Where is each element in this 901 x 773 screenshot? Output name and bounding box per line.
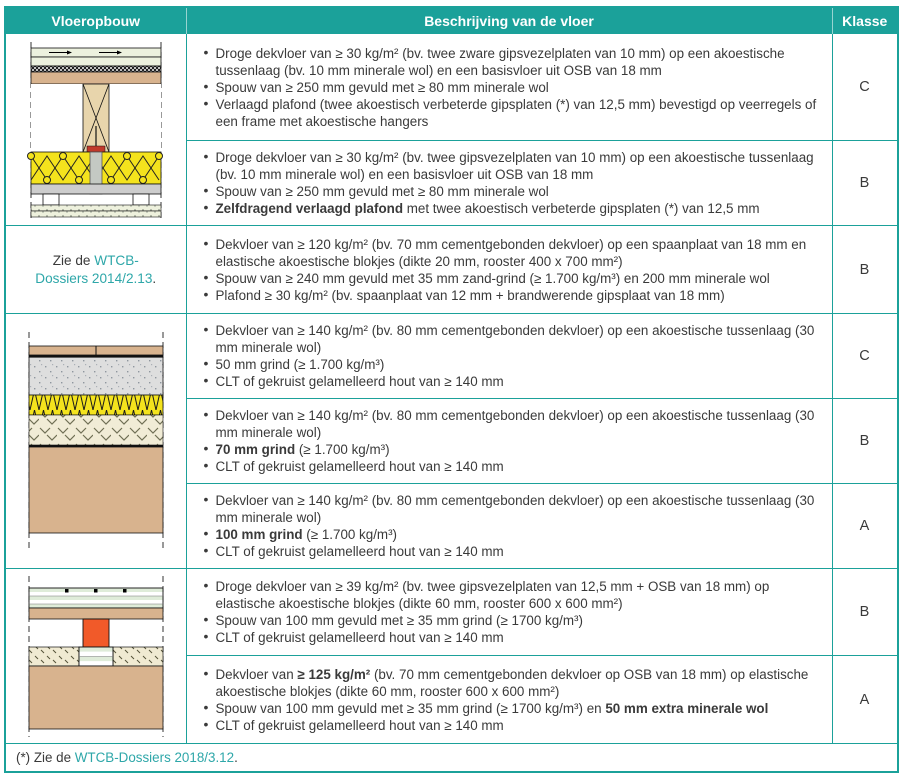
description-bullet: [203, 45, 824, 79]
text-segment: CLT of gekruist gelamelleerd hout van ≥ 140 mm: [215, 717, 504, 733]
text-segment: Droge dekvloer van ≥ 30 kg/m² (bv. twee gipsvezelplaten van 10 mm) op een akoestische tussenlaag (bv. 10 mm minerale wol) en een basisvloer uit OSB van 18 mm: [215, 150, 814, 182]
clt-floor-with-cavity-section-icon: [21, 574, 171, 739]
bullet-list: [203, 578, 824, 646]
description-bullet: [203, 492, 824, 526]
description-cell: [186, 569, 832, 656]
dossier-link[interactable]: WTCB-Dossiers 2014/2.13: [35, 252, 153, 286]
table-row: [5, 34, 898, 141]
text-segment: Dekvloer van ≥ 140 kg/m² (bv. 80 mm cementgebonden dekvloer) op een akoestische tussenlaag (30 mm minerale wol): [215, 408, 815, 440]
text-segment: (≥ 1.700 kg/m³): [295, 442, 390, 457]
text-segment: 70 mm grind: [215, 442, 296, 457]
header-beschrijving: Beschrijving van de vloer: [186, 7, 832, 34]
description-bullet: [203, 356, 824, 373]
table-row: [5, 314, 898, 399]
description-bullet: [203, 270, 824, 287]
text-segment: Spouw van 100 mm gevuld met ≥ 35 mm grind (≥ 1700 kg/m³): [215, 613, 583, 628]
text-segment: .: [152, 270, 157, 286]
description-cell: [186, 141, 832, 226]
class-cell: B: [832, 569, 898, 656]
description-bullet: [203, 666, 824, 700]
text-segment: CLT of gekruist gelamelleerd hout van ≥ 140 mm: [215, 630, 504, 645]
text-segment: Dekvloer van: [215, 666, 298, 682]
description-bullet: [203, 629, 824, 646]
description-bullet: [203, 543, 824, 560]
text-segment: Dekvloer van ≥ 120 kg/m² (bv. 70 mm cementgebonden dekvloer) op een spaanplaat van 18 mm en elastische akoestische blokjes (dikte 20 mm, rooster 400 x 700 mm²): [215, 236, 807, 269]
text-segment: (*) Zie de: [16, 749, 75, 765]
bullet-list: [203, 149, 824, 217]
footnote-cell: [5, 744, 898, 773]
text-segment: Dekvloer van ≥ 140 kg/m² (bv. 80 mm cementgebonden dekvloer) op een akoestische tussenlaag (30 mm minerale wol): [215, 493, 815, 525]
bullet-list: [203, 322, 824, 390]
table-row: [5, 226, 898, 314]
text-segment: Droge dekvloer van ≥ 39 kg/m² (bv. twee gipsvezelplaten van 12,5 mm + OSB van 18 mm) op elastische akoestische blokjes (dikte 60 mm, rooster 600 x 600 mm²): [215, 579, 770, 611]
text-segment: Spouw van 100 mm gevuld met ≥ 35 mm grind (≥ 1700 kg/m³) en: [215, 700, 606, 716]
text-segment: Spouw van ≥ 250 mm gevuld met ≥ 80 mm minerale wol: [215, 184, 549, 199]
description-bullet: [203, 407, 824, 441]
description-bullet: [203, 79, 824, 96]
header-klasse: Klasse: [832, 7, 898, 34]
description-bullet: [203, 526, 824, 543]
bullet-list: [203, 666, 824, 734]
text-segment: Spouw van ≥ 250 mm gevuld met ≥ 80 mm minerale wol: [215, 79, 549, 95]
wtcb-reference-cell: [5, 226, 186, 314]
description-bullet: [203, 96, 824, 130]
bullet-list: [203, 407, 824, 475]
diagram-cell-clt-screed-floor: [5, 314, 186, 569]
dossier-link[interactable]: WTCB-Dossiers 2018/3.12: [74, 749, 235, 765]
text-segment: 100 mm grind: [215, 527, 303, 542]
description-bullet: [203, 236, 824, 270]
clt-floor-with-screed-section-icon: [21, 330, 171, 552]
description-cell: [186, 34, 832, 141]
bullet-list: [203, 492, 824, 560]
footnote-row: [5, 744, 898, 773]
floor-construction-table: [4, 6, 899, 773]
description-bullet: [203, 578, 824, 612]
description-cell: [186, 484, 832, 569]
text-segment: CLT of gekruist gelamelleerd hout van ≥ 140 mm: [215, 459, 504, 474]
text-segment: Droge dekvloer van ≥ 30 kg/m² (bv. twee zware gipsvezelplaten van 10 mm) op een akoestische tussenlaag (bv. 10 mm minerale wol) en een basisvloer uit OSB van 18 mm: [215, 45, 785, 78]
description-bullet: [203, 700, 824, 717]
text-segment: 50 mm grind (≥ 1.700 kg/m³): [215, 357, 385, 372]
description-bullet: [203, 183, 824, 200]
class-cell: B: [832, 226, 898, 314]
description-bullet: [203, 322, 824, 356]
description-cell: [186, 399, 832, 484]
text-segment: ≥ 125 kg/m²: [297, 666, 371, 682]
timber-joist-floor-section-icon: [21, 40, 171, 220]
text-segment: Spouw van ≥ 240 mm gevuld met 35 mm zand-grind (≥ 1.700 kg/m³) en 200 mm minerale wol: [215, 270, 770, 286]
class-cell: B: [832, 141, 898, 226]
description-bullet: [203, 200, 824, 217]
description-cell: [186, 314, 832, 399]
diagram-cell-timber-joist-floor: [5, 34, 186, 226]
text-segment: (≥ 1.700 kg/m³): [302, 527, 397, 542]
description-bullet: [203, 612, 824, 629]
header-vloeropbouw: Vloeropbouw: [5, 7, 186, 34]
description-cell: [186, 656, 832, 744]
text-segment: (bv. 70 mm cementgebonden dekvloer op OSB van 18 mm) op elastische akoestische blokjes (dikte 60 mm, rooster 600 x 600 mm²): [215, 666, 809, 699]
diagram-cell-clt-cavity-floor: [5, 569, 186, 744]
text-segment: CLT of gekruist gelamelleerd hout van ≥ 140 mm: [215, 374, 504, 389]
description-bullet: [203, 441, 824, 458]
description-cell: [186, 226, 832, 314]
class-cell: C: [832, 314, 898, 399]
class-cell: A: [832, 656, 898, 744]
class-cell: B: [832, 399, 898, 484]
description-bullet: [203, 373, 824, 390]
text-segment: Plafond ≥ 30 kg/m² (bv. spaanplaat van 12 mm + brandwerende gipsplaat van 18 mm): [215, 287, 725, 303]
bullet-list: [203, 236, 824, 304]
text-segment: Dekvloer van ≥ 140 kg/m² (bv. 80 mm cementgebonden dekvloer) op een akoestische tussenlaag (30 mm minerale wol): [215, 323, 815, 355]
text-segment: Zie de: [52, 252, 95, 268]
text-segment: Zelfdragend verlaagd plafond: [215, 201, 403, 216]
description-bullet: [203, 287, 824, 304]
text-segment: .: [234, 749, 238, 765]
description-bullet: [203, 149, 824, 183]
bullet-list: [203, 45, 824, 130]
table-row: [5, 569, 898, 656]
text-segment: 50 mm extra minerale wol: [605, 700, 769, 716]
text-segment: Verlaagd plafond (twee akoestisch verbeterde gipsplaten (*) van 12,5 mm) bevestigd op veerregels of een frame met akoestische hangers: [215, 96, 817, 129]
text-segment: CLT of gekruist gelamelleerd hout van ≥ 140 mm: [215, 544, 504, 559]
description-bullet: [203, 458, 824, 475]
table-header-row: [5, 7, 898, 34]
class-cell: C: [832, 34, 898, 141]
class-cell: A: [832, 484, 898, 569]
text-segment: met twee akoestisch verbeterde gipsplaten (*) van 12,5 mm: [403, 201, 760, 216]
description-bullet: [203, 717, 824, 734]
